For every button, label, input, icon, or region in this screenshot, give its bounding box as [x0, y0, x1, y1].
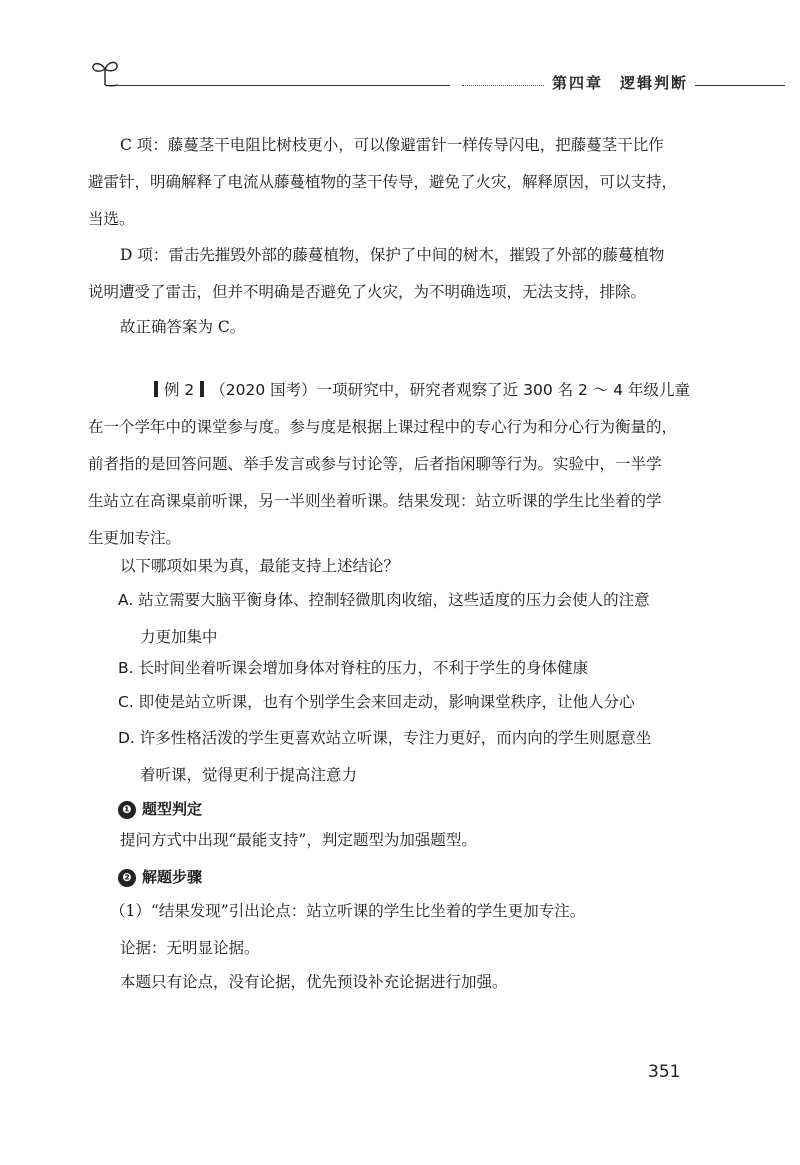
prev-option-c: C 项：藤蔓茎干电阻比树枝更小，可以像避雷针一样传导闪电，把藤蔓茎干比作 避雷针，明确解释了电流从藤蔓植物的茎干传导，避免了火灾，解释原因，可以支持， 当选。: [88, 136, 678, 228]
chapter-title: 第四章 逻辑判断: [552, 74, 689, 92]
option-b: B. 长时间坐着听课会增加身体对脊柱的压力，不利于学生的身体健康: [118, 659, 588, 677]
example-label: 例 2: [164, 381, 195, 399]
section-solution-steps: ❷ 解题步骤: [118, 866, 202, 888]
header-rule-left: [118, 85, 450, 86]
example-question: 以下哪项如果为真，最能支持上述结论？: [120, 557, 400, 575]
example-mark-left: [154, 381, 158, 397]
section-question-type: ❶ 题型判定: [118, 798, 202, 820]
example-mark-right: [200, 381, 204, 397]
page-header: [0, 0, 800, 100]
option-a: A. 站立需要大脑平衡身体、控制轻微肌肉收缩，这些适度的压力会使人的注意 力更加集中: [118, 591, 650, 646]
header-rule-right: [695, 85, 785, 86]
question-type-text: 提问方式中出现“最能支持”，判定题型为加强题型。: [120, 831, 477, 849]
prev-option-d: D 项：雷击先摧毁外部的藤蔓植物，保护了中间的树木，摧毁了外部的藤蔓植物 说明遭受了雷击，但并不明确是否避免了火灾，为不明确选项，无法支持，排除。: [88, 246, 665, 301]
option-c: C. 即使是站立听课，也有个别学生会来回走动，影响课堂秩序，让他人分心: [118, 693, 635, 711]
number-one-icon: ❶: [118, 801, 136, 819]
conclusion-text: 本题只有论点，没有论据，优先预设补充论据进行加强。: [120, 973, 508, 991]
number-two-icon: ❷: [118, 869, 136, 887]
argument-text: 论据：无明显论据。: [120, 939, 260, 957]
header-rule-dots: [462, 85, 544, 86]
page-number: 351: [648, 1062, 681, 1082]
example-source: （2020 国考）: [210, 381, 317, 399]
prev-answer: 故正确答案为 C。: [120, 318, 246, 336]
example-stem: 例 2 （2020 国考）一项研究中，研究者观察了近 300 名 2 ～ 4 年级儿童 在一个学年中的课堂参与度。参与度是根据上课过程中的专心行为和分心行为衡量的， 前者指的是回答问题、举手发言或参与讨论等，后者指闲聊等行为。实验中，一半学 生站立在高课桌前听课，另一半则坐着听课。结果发现：站立听课的学生比坐着的学 生更加专注。: [88, 381, 691, 547]
sprout-icon: [88, 55, 122, 89]
step-1: （1）“结果发现”引出论点：站立听课的学生比坐着的学生更加专注。: [110, 902, 586, 920]
option-d: D. 许多性格活泼的学生更喜欢站立听课，专注力更好，而内向的学生则愿意坐 着听课，觉得更利于提高注意力: [118, 729, 652, 784]
